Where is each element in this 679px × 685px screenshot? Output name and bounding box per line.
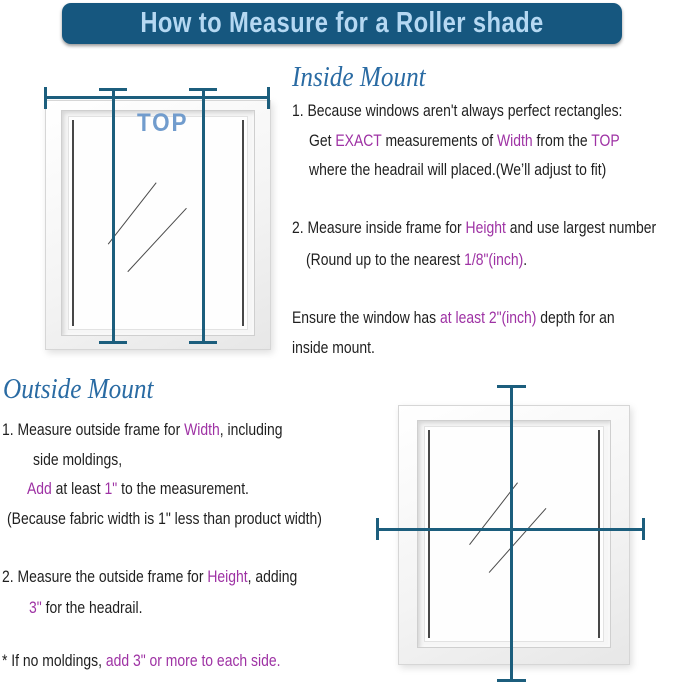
guide-tick-top-right xyxy=(189,88,217,91)
text-segment: , adding xyxy=(247,567,298,586)
width-measure-line xyxy=(377,528,645,531)
outside-mount-window-diagram xyxy=(372,380,652,685)
text-segment: Get xyxy=(309,131,336,150)
text-segment: inside mount. xyxy=(292,338,375,357)
inside-item2-line1 xyxy=(292,217,656,239)
width-measure-tick-left xyxy=(376,518,379,540)
text-segment: 1/8"(inch) xyxy=(464,250,524,269)
text-segment: Add xyxy=(27,479,52,498)
text-segment: 2. Measure the outside frame for xyxy=(2,567,208,586)
text-segment: Width xyxy=(497,131,533,150)
text-segment: 1. Because windows aren't always perfect rectangles: xyxy=(292,101,623,120)
text-segment: 3" xyxy=(29,598,42,617)
outside-item1-line3 xyxy=(27,478,249,500)
text-segment: . xyxy=(523,250,528,269)
window-glass xyxy=(68,116,248,330)
window-inner-frame xyxy=(417,420,611,648)
text-segment: , including xyxy=(219,420,283,439)
text-segment: at least 2"(inch) xyxy=(440,308,537,327)
text-segment: and use largest number xyxy=(505,218,657,237)
outside-footnote xyxy=(2,650,280,672)
guide-tick-bottom-left xyxy=(99,341,127,344)
outside-item1-line4 xyxy=(7,508,322,530)
inside-item2-line2 xyxy=(306,249,527,271)
text-segment: 2. Measure inside frame for xyxy=(292,218,466,237)
text-segment: (Because fabric width is 1" less than product width) xyxy=(7,509,322,528)
text-segment: EXACT xyxy=(335,131,382,150)
width-measure-line xyxy=(46,96,268,99)
width-measure-tick-left xyxy=(44,87,47,109)
top-label: TOP xyxy=(137,109,189,137)
depth-note-line2 xyxy=(292,337,375,359)
depth-note-line1 xyxy=(292,307,615,329)
outside-item1-line1 xyxy=(2,419,283,441)
window-inner-frame xyxy=(61,110,255,336)
height-measure-tick-bottom xyxy=(497,679,526,682)
height-measure-tick-top xyxy=(497,385,526,388)
inside-item1-line2 xyxy=(309,130,620,152)
text-segment: from the xyxy=(532,131,592,150)
outside-item1-line2 xyxy=(33,449,122,471)
outside-item2-line2 xyxy=(29,597,142,619)
inside-item1-line3 xyxy=(309,159,606,181)
outside-item2-line1 xyxy=(2,566,297,588)
title-banner xyxy=(62,3,622,44)
vertical-guide-line-right xyxy=(202,89,205,344)
text-segment: Height xyxy=(207,567,248,586)
text-segment: Ensure the window has xyxy=(292,308,441,327)
text-segment: (Round up to the nearest xyxy=(306,250,465,269)
text-segment: add 3" or more to each side. xyxy=(105,651,281,670)
vertical-guide-line-left xyxy=(112,89,115,344)
text-segment: Width xyxy=(184,420,220,439)
window-frame xyxy=(398,405,630,665)
guide-tick-top-left xyxy=(99,88,127,91)
glass-reflection-icon xyxy=(69,117,247,329)
glass-reflection-icon xyxy=(425,427,603,641)
text-segment: TOP xyxy=(591,131,620,150)
window-glass xyxy=(424,426,604,642)
width-measure-tick-right xyxy=(642,518,645,540)
text-segment: where the headrail will placed.(We’ll adjust to fit) xyxy=(309,160,607,179)
text-segment: * If no moldings, xyxy=(2,651,106,670)
text-segment: depth for an xyxy=(536,308,615,327)
height-measure-line xyxy=(510,386,513,682)
outside-mount-heading: Outside Mount xyxy=(3,374,154,405)
inside-mount-window-diagram xyxy=(38,80,278,358)
text-segment: at least xyxy=(51,479,105,498)
text-segment: to the measurement. xyxy=(117,479,249,498)
text-segment: side moldings, xyxy=(33,450,123,469)
text-segment: measurements of xyxy=(381,131,498,150)
inside-mount-heading: Inside Mount xyxy=(292,62,426,93)
guide-tick-bottom-right xyxy=(189,341,217,344)
width-measure-tick-right xyxy=(267,87,270,109)
inside-item1-line1 xyxy=(292,100,622,122)
text-segment: Height xyxy=(465,218,506,237)
text-segment: 1" xyxy=(104,479,118,498)
text-segment: 1. Measure outside frame for xyxy=(2,420,185,439)
page-title: How to Measure for a Roller shade xyxy=(140,7,544,39)
text-segment: for the headrail. xyxy=(41,598,143,617)
